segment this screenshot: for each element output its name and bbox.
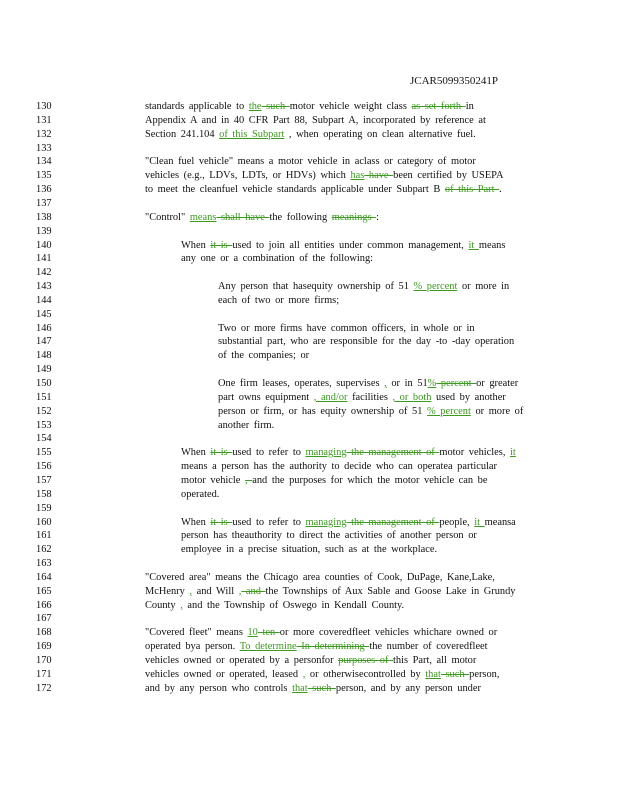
line-text: [145, 626, 497, 640]
line-text-segment: McHenry: [145, 585, 190, 597]
deleted-text: it is: [210, 447, 233, 459]
line-number: 137: [36, 197, 52, 209]
line-text-segment: the Townships of Aux Sable and Goose Lake in Grundy: [265, 585, 516, 597]
line-number: 145: [36, 308, 52, 320]
inserted-text: ,: [384, 378, 387, 389]
document-line: [0, 252, 618, 266]
document-line: [0, 391, 618, 405]
document-line: [0, 543, 618, 557]
line-text: [218, 377, 518, 391]
document-line: [0, 668, 618, 682]
document-line: [0, 183, 618, 197]
document-line: [0, 612, 618, 626]
line-text: [218, 335, 514, 349]
line-text: [218, 419, 274, 433]
deleted-text: ten: [257, 627, 280, 639]
document-line: [0, 626, 618, 640]
deleted-text: of this Part: [444, 184, 500, 196]
line-text: [181, 488, 219, 502]
line-number: 168: [36, 627, 52, 639]
inserted-text: % percent: [413, 281, 458, 293]
line-text: [181, 252, 373, 266]
line-number: 162: [36, 544, 52, 556]
line-text-segment: vehicles (e.g., LDVs, LDTs, or HDVs) which: [145, 170, 351, 182]
line-number: 135: [36, 170, 52, 182]
line-text: [218, 405, 523, 419]
line-number: 172: [36, 682, 52, 694]
line-text-segment: used by another: [431, 391, 506, 403]
line-number: 159: [36, 502, 52, 514]
line-text-segment: the number of coveredfleet: [369, 641, 488, 653]
line-text-segment: vehicles owned or operated by a personfor: [145, 655, 339, 666]
line-text: [218, 322, 475, 336]
line-text-segment: .: [499, 184, 502, 196]
line-text-segment: the following: [269, 211, 332, 223]
inserted-text: ,: [302, 668, 306, 680]
line-text: [218, 280, 509, 294]
line-number: 154: [36, 433, 52, 445]
line-number: 133: [36, 142, 52, 154]
line-number: 163: [36, 558, 52, 570]
line-text-segment: "Covered fleet" means: [145, 627, 248, 639]
line-number: 157: [36, 474, 52, 486]
document-id: JCAR5099350241P: [410, 75, 499, 87]
line-text-segment: , when operating on clean alternative fuel.: [284, 128, 476, 140]
line-text-segment: person has theauthority to direct the activities of another person or: [181, 530, 477, 542]
line-text-segment: "Control": [145, 211, 190, 223]
document-line: [0, 197, 618, 211]
inserted-text: ,: [180, 599, 183, 611]
line-number: 166: [36, 599, 52, 611]
line-text: [145, 599, 404, 613]
line-text-segment: Any person that hasequity ownership of 51: [218, 281, 414, 293]
line-number: 140: [36, 239, 52, 251]
document-line: [0, 529, 618, 543]
line-text-segment: meansa: [484, 516, 516, 528]
line-text: [218, 349, 309, 363]
line-number: 164: [36, 571, 52, 583]
inserted-text: that: [292, 682, 308, 694]
document-line: [0, 349, 618, 363]
line-text-segment: Section 241.104: [145, 128, 220, 140]
inserted-text: means: [189, 211, 217, 223]
inserted-text: %: [427, 378, 437, 389]
line-text-segment: Appendix A and in 40 CFR Part 88, Subpart A, incorporated by reference at: [145, 114, 486, 126]
document-line: [0, 266, 618, 280]
inserted-text: 10: [247, 627, 258, 639]
inserted-text: , and/or: [313, 391, 348, 403]
line-number: 161: [36, 530, 52, 542]
deleted-text: as set forth: [411, 101, 466, 112]
document-line: [0, 419, 618, 433]
line-text-segment: this Part, all motor: [392, 655, 477, 666]
line-text: [145, 114, 486, 128]
line-text-segment: motor vehicle weight class: [289, 101, 412, 112]
deleted-text: have: [364, 170, 394, 182]
line-text-segment: in: [465, 101, 474, 112]
line-number: 152: [36, 405, 52, 417]
document-line: [0, 294, 618, 308]
line-number: 169: [36, 641, 52, 653]
line-text-segment: each of two or more firms;: [218, 294, 340, 306]
deleted-text: percent: [436, 378, 477, 389]
line-text-segment: used to join all entities under common management,: [232, 239, 469, 251]
line-text: [181, 543, 437, 557]
line-text: [145, 211, 379, 225]
line-number: 144: [36, 294, 52, 306]
deleted-text: purposes of: [338, 655, 393, 666]
line-text-segment: or more in: [457, 281, 510, 293]
line-number: 141: [36, 253, 52, 265]
line-text: [218, 391, 506, 405]
line-number: 156: [36, 461, 52, 473]
document-line: [0, 405, 618, 419]
deleted-text: shall have: [216, 211, 270, 223]
line-number: 167: [36, 613, 52, 625]
line-text-segment: operated bya person.: [145, 641, 240, 653]
document-line: [0, 280, 618, 294]
line-text-segment: any one or a combination of the following:: [181, 253, 374, 265]
line-text: [181, 529, 477, 543]
document-line: [0, 446, 618, 460]
line-text: [181, 460, 497, 474]
line-text-segment: been certified by USEPA: [393, 170, 504, 182]
document-line: [0, 114, 618, 128]
line-text-segment: of the companies; or: [218, 350, 310, 362]
line-text: [145, 169, 504, 183]
line-number: 139: [36, 225, 52, 237]
line-text: [145, 183, 502, 197]
deleted-text: such: [440, 668, 470, 680]
document-line: [0, 335, 618, 349]
line-text: [218, 294, 339, 308]
line-text-segment: used to refer to: [232, 516, 306, 528]
deleted-text: In determining: [296, 641, 370, 653]
inserted-text: To determine: [239, 641, 297, 653]
document-line: [0, 377, 618, 391]
line-number: 142: [36, 267, 52, 279]
line-number: 151: [36, 391, 52, 403]
document-line: [0, 654, 618, 668]
line-text: [181, 474, 487, 488]
line-number: 146: [36, 322, 52, 334]
line-text: [145, 100, 474, 114]
document-line: [0, 474, 618, 488]
line-text-segment: person or firm, or has equity ownership of 51: [218, 405, 428, 417]
document-line: [0, 308, 618, 322]
document-line: [0, 128, 618, 142]
inserted-text: , or both: [392, 391, 432, 403]
document-line: [0, 432, 618, 446]
line-number: 132: [36, 128, 52, 140]
document-line: [0, 211, 618, 225]
line-text-segment: "Covered area" means the Chicago area counties of Cook, DuPage, Kane,Lake,: [145, 571, 495, 583]
line-text-segment: person, and by any person under: [335, 682, 481, 694]
line-text-segment: or more of: [470, 405, 524, 417]
line-text-segment: another firm.: [218, 419, 275, 431]
line-text-segment: people,: [439, 516, 475, 528]
inserted-text: ,: [238, 585, 242, 597]
deleted-text: meanings: [331, 211, 377, 223]
line-text-segment: or more coveredfleet vehicles whichare owned or: [279, 627, 498, 639]
line-number: 143: [36, 281, 52, 293]
line-number: 165: [36, 585, 52, 597]
line-text-segment: When: [181, 447, 211, 459]
line-text-segment: and Will: [192, 585, 239, 597]
line-text-segment: standards applicable to: [145, 101, 249, 112]
line-text-segment: part owns equipment: [218, 391, 314, 403]
line-number: 138: [36, 211, 52, 223]
line-text-segment: employee in a precise situation, such as at the workplace.: [181, 544, 438, 556]
document-line: [0, 502, 618, 516]
document-line: [0, 142, 618, 156]
line-text-segment: motor vehicles,: [439, 447, 511, 459]
deleted-text: it is: [210, 239, 233, 251]
line-text-segment: person,: [469, 668, 500, 680]
line-text-segment: means: [478, 239, 506, 251]
line-number: 130: [36, 101, 52, 112]
line-number: 148: [36, 350, 52, 362]
line-text-segment: facilities: [347, 391, 393, 403]
line-text-segment: or greater: [476, 378, 519, 389]
line-text-segment: and by any person who controls: [145, 682, 293, 694]
document-line: [0, 599, 618, 613]
line-number: 134: [36, 156, 52, 168]
inserted-text: has: [350, 170, 365, 182]
document-line: [0, 363, 618, 377]
document-line: [0, 460, 618, 474]
line-number: 158: [36, 488, 52, 500]
line-number: 153: [36, 419, 52, 431]
deleted-text: and: [241, 585, 266, 597]
inserted-text: % percent: [427, 405, 471, 417]
line-number: 149: [36, 364, 52, 376]
line-text-segment: When: [181, 516, 211, 528]
line-text-segment: means a person has the authority to decide who can operatea particular: [181, 461, 497, 473]
inserted-text: the: [248, 101, 262, 112]
deleted-text: the management of: [346, 447, 440, 459]
line-text-segment: and the purposes for which the motor vehicle can be: [252, 474, 488, 486]
line-text-segment: When: [181, 239, 211, 251]
line-text: [181, 446, 516, 460]
line-number: 131: [36, 114, 52, 126]
line-text-segment: used to refer to: [232, 447, 306, 459]
line-text-segment: One firm leases, operates, supervises: [218, 378, 385, 389]
line-text: [145, 682, 481, 696]
line-text-segment: and the Township of Oswego in Kendall County.: [182, 599, 405, 611]
inserted-text: ,: [189, 585, 193, 597]
line-text-segment: or in 51: [386, 378, 428, 389]
line-text: [145, 585, 516, 599]
document-line: [0, 322, 618, 336]
document-line: [0, 239, 618, 253]
line-number: 171: [36, 668, 52, 680]
inserted-text: it: [468, 239, 479, 251]
line-text: [145, 571, 495, 585]
line-text-segment: vehicles owned or operated, leased: [145, 668, 303, 680]
inserted-text: it: [510, 447, 516, 459]
document-line: [0, 585, 618, 599]
line-text: [145, 640, 488, 654]
inserted-text: that: [425, 668, 441, 680]
inserted-text: it: [474, 516, 485, 528]
document-line: [0, 571, 618, 585]
inserted-text: managing: [305, 447, 347, 459]
line-number: 155: [36, 447, 52, 459]
line-text-segment: operated.: [181, 488, 220, 500]
line-number: 170: [36, 655, 52, 666]
line-text: [145, 668, 499, 682]
document-line: [0, 640, 618, 654]
line-text: [181, 239, 505, 253]
deleted-text: such: [261, 101, 290, 112]
document-line: [0, 100, 618, 114]
line-text: [145, 155, 476, 169]
inserted-text: of this Subpart: [219, 128, 285, 140]
line-text-segment: to meet the cleanfuel vehicle standards applicable under Subpart B: [145, 184, 445, 196]
document-line: [0, 682, 618, 696]
line-text-segment: :: [376, 211, 380, 223]
deleted-text: such: [307, 682, 336, 694]
document-line: [0, 516, 618, 530]
deleted-text: it is: [210, 516, 233, 528]
deleted-text: the management of: [346, 516, 440, 528]
line-number: 147: [36, 336, 52, 348]
document-line: [0, 557, 618, 571]
line-text-segment: County: [145, 599, 181, 611]
line-text: [145, 654, 476, 668]
inserted-text: managing: [305, 516, 347, 528]
document-line: [0, 155, 618, 169]
line-number: 160: [36, 516, 52, 528]
line-text-segment: Two or more firms have common officers, in whole or in: [218, 322, 475, 334]
deleted-text: ,: [245, 474, 253, 486]
line-number: 150: [36, 378, 52, 389]
document-line: [0, 225, 618, 239]
line-text-segment: motor vehicle: [181, 474, 246, 486]
document-line: [0, 488, 618, 502]
line-text: [145, 128, 476, 142]
line-text-segment: substantial part, who are responsible for the day -to -day operation: [218, 336, 515, 348]
line-text: [181, 516, 516, 530]
line-text-segment: "Clean fuel vehicle" means a motor vehicle in aclass or category of motor: [145, 156, 476, 168]
line-number: 136: [36, 184, 52, 196]
line-text-segment: or otherwisecontrolled by: [305, 668, 426, 680]
document-line: [0, 169, 618, 183]
